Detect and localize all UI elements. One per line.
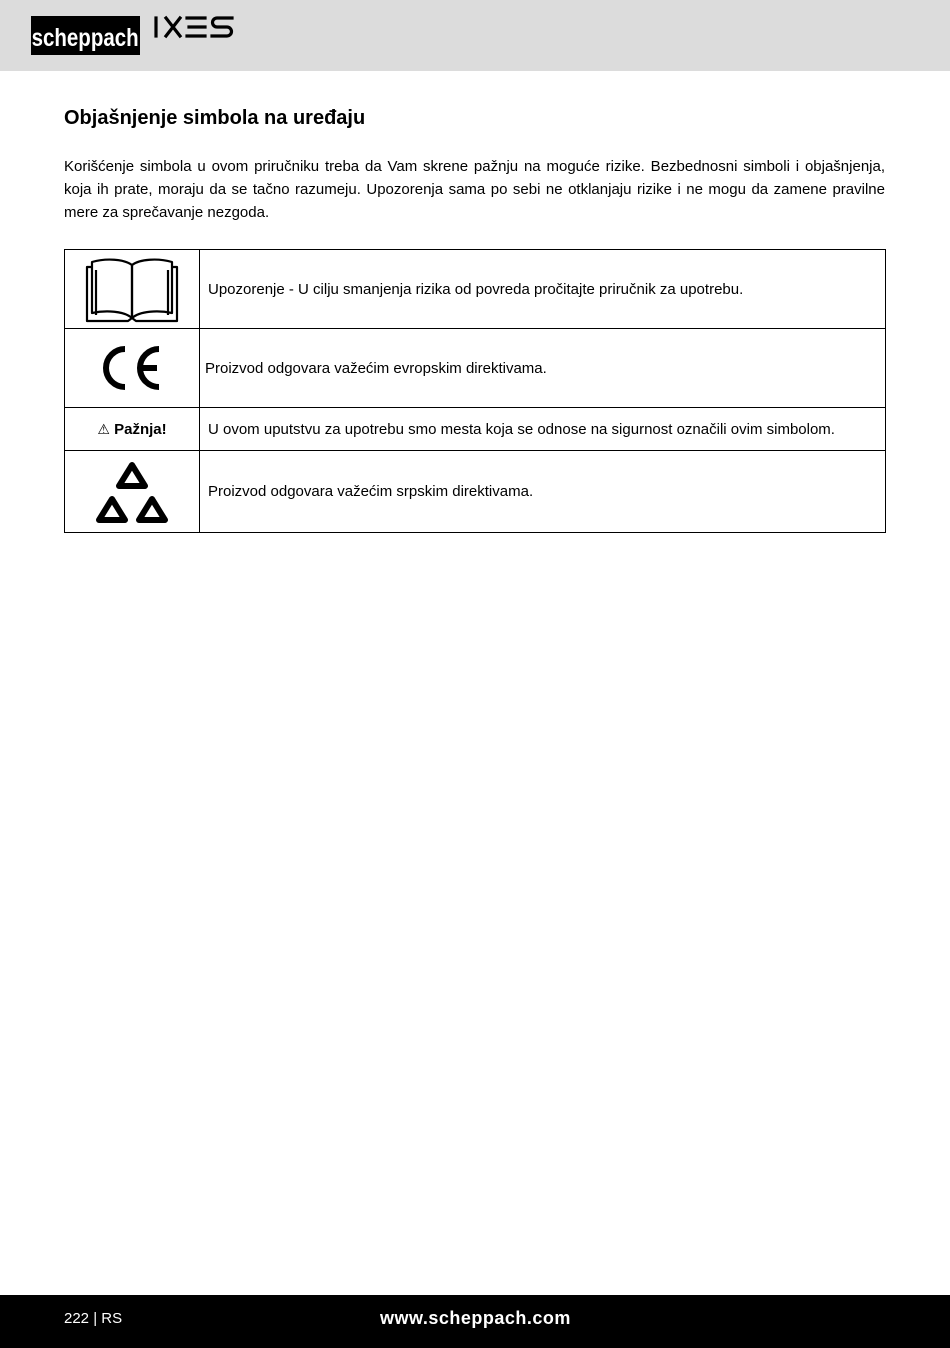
symbol-cell	[65, 451, 200, 533]
symbols-table	[64, 249, 886, 533]
symbol-description: Proizvod odgovara važećim srpskim direktivama.	[200, 451, 886, 533]
page-number: 222 | RS	[64, 1310, 123, 1327]
scheppach-logo	[31, 16, 140, 55]
symbol-description: U ovom uputstvu za upotrebu smo mesta koja se odnose na sigurnost označili ovim simbolom.	[200, 408, 886, 451]
symbol-cell	[65, 329, 200, 408]
intro-paragraph: Korišćenje simbola u ovom priručniku treba da Vam skrene pažnju na moguće rizike. Bezbednosni simboli i objašnjenja, koja ih prate, moraju da se tačno razumeju. Upozorenja sama po sebi ne otklanjaju rizike i ne mogu da zamene pravilne mere za sprečavanje nezgoda.	[64, 158, 885, 221]
page-footer	[0, 1295, 950, 1348]
serbian-conformity-mark-icon	[94, 459, 170, 525]
section-title: Objašnjenje simbola na uređaju	[64, 107, 366, 129]
open-book-icon	[84, 255, 180, 323]
symbol-description: Upozorenje - U cilju smanjenja rizika od povreda pročitajte priručnik za upotrebu.	[200, 250, 886, 329]
warning-triangle-icon: ⚠	[97, 420, 110, 437]
table-row	[65, 250, 886, 329]
ce-mark-icon	[97, 343, 167, 393]
attention-label: Pažnja!	[114, 420, 167, 438]
table-row	[65, 408, 886, 451]
ixes-logo	[153, 15, 235, 44]
website-url[interactable]: www.scheppach.com	[380, 1308, 571, 1328]
symbol-description: Proizvod odgovara važećim evropskim direktivama.	[200, 329, 886, 408]
scheppach-logo-text: scheppach	[31, 23, 139, 52]
table-row	[65, 329, 886, 408]
symbol-cell	[65, 408, 200, 451]
symbol-cell	[65, 250, 200, 329]
page-header	[0, 0, 950, 71]
table-row	[65, 451, 886, 533]
